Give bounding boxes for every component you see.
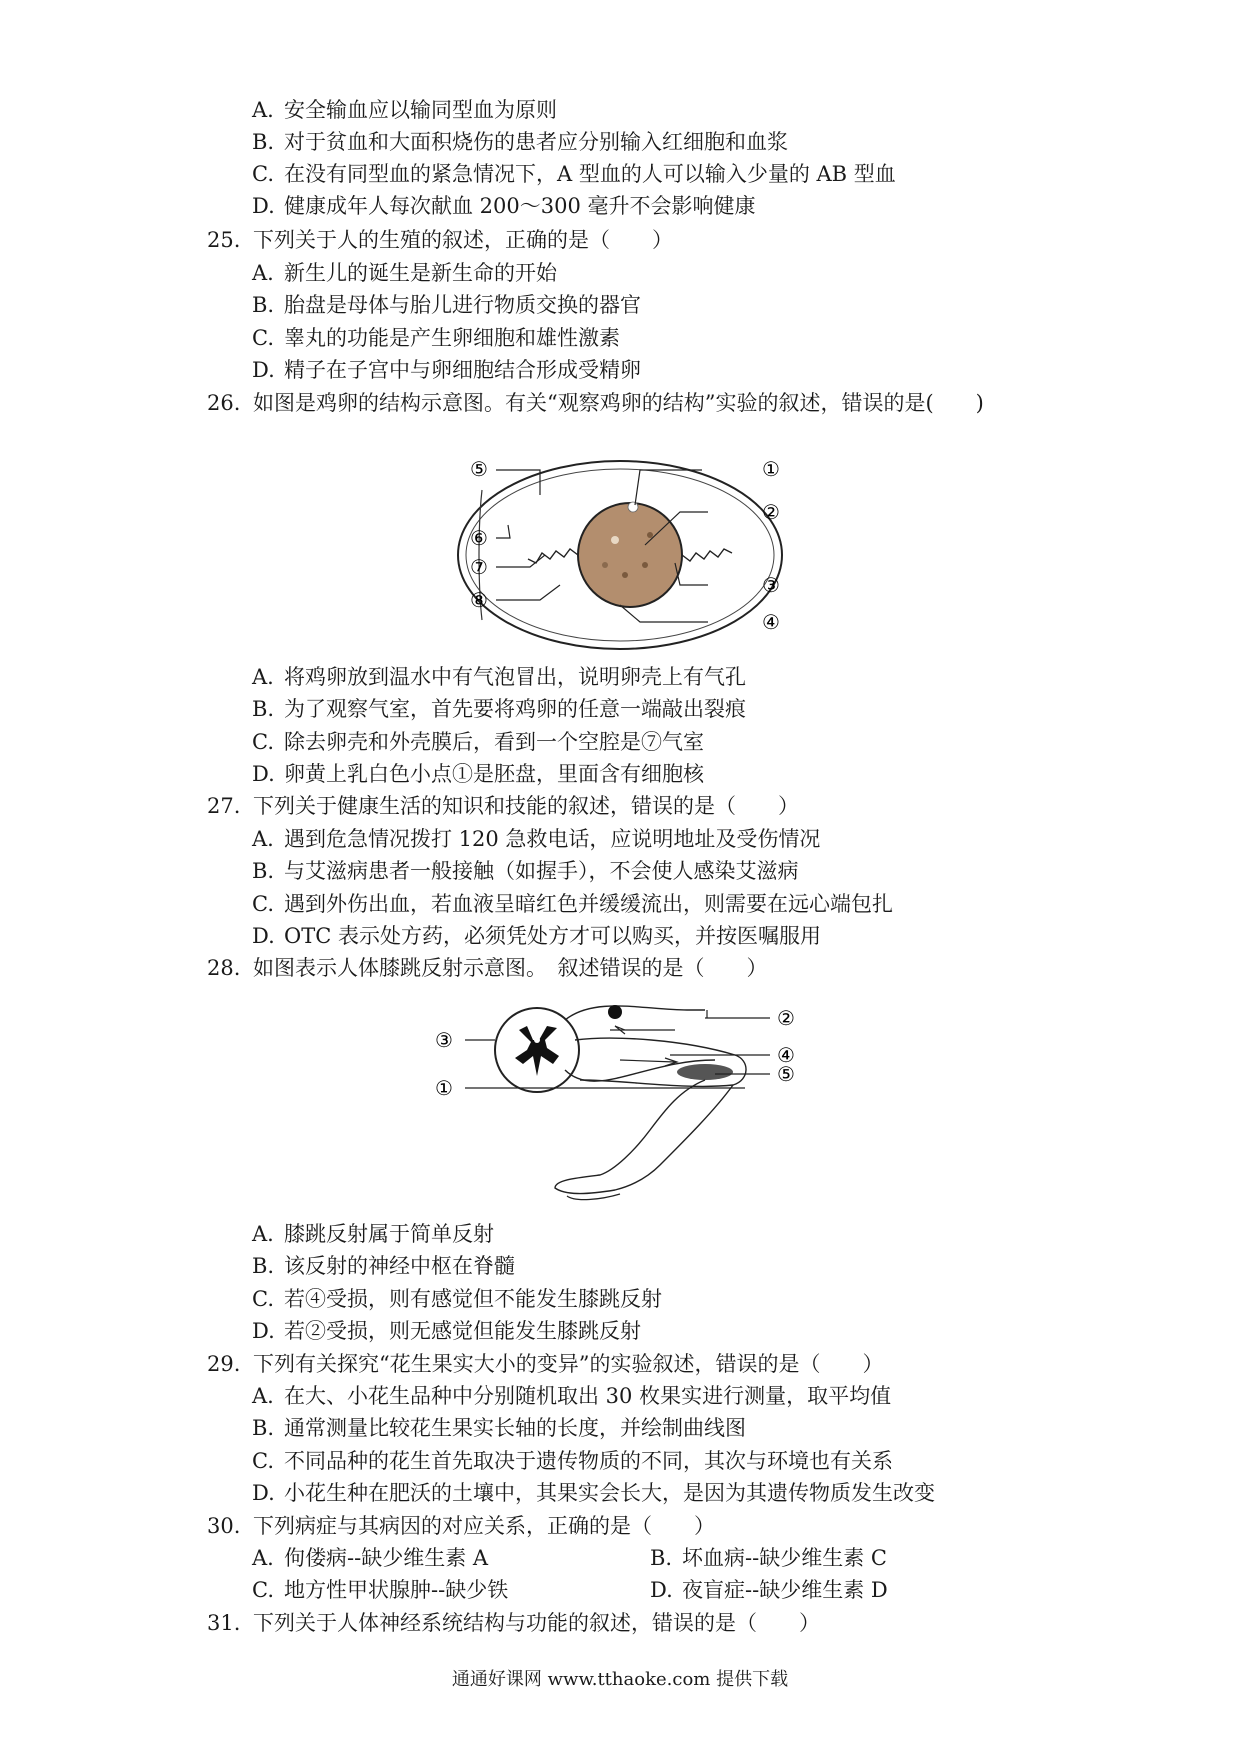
q29-option-a: A. 在大、小花生品种中分别随机取出 30 枚果实进行测量，取平均值 bbox=[252, 1384, 892, 1408]
egg-label-4: ④ bbox=[762, 610, 780, 634]
q25-stem: 25. 下列关于人的生殖的叙述，正确的是（ ） bbox=[207, 228, 673, 252]
upper-leg bbox=[575, 1038, 746, 1086]
egg-label-1: ① bbox=[762, 457, 780, 481]
q24-option-c: C. 在没有同型血的紧急情况下，A 型血的人可以输入少量的 AB 型血 bbox=[252, 162, 896, 186]
ganglion bbox=[608, 1005, 622, 1019]
egg-label-6: ⑥ bbox=[470, 526, 488, 550]
q30-option-a: A. 佝偻病--缺少维生素 A bbox=[252, 1546, 489, 1570]
q31-stem: 31. 下列关于人体神经系统结构与功能的叙述，错误的是（ ） bbox=[207, 1611, 820, 1635]
q25-option-d: D. 精子在子宫中与卵细胞结合形成受精卵 bbox=[252, 358, 641, 382]
q29-option-b: B. 通常测量比较花生果实长轴的长度，并绘制曲线图 bbox=[252, 1416, 746, 1440]
q29-option-c: C. 不同品种的花生首先取决于遗传物质的不同，其次与环境也有关系 bbox=[252, 1449, 893, 1473]
q25-option-b: B. 胎盘是母体与胎儿进行物质交换的器官 bbox=[252, 293, 641, 317]
q30-option-b: B. 坏血病--缺少维生素 C bbox=[650, 1546, 887, 1570]
q24-option-a: A. 安全输血应以输同型血为原则 bbox=[252, 98, 557, 122]
reflex-label-3: ③ bbox=[435, 1028, 453, 1052]
egg-structure-figure bbox=[440, 445, 810, 655]
q30-option-c: C. 地方性甲状腺肿--缺少铁 bbox=[252, 1578, 509, 1602]
reflex-label-5: ⑤ bbox=[777, 1062, 795, 1086]
q24-option-d: D. 健康成年人每次献血 200～300 毫升不会影响健康 bbox=[252, 194, 756, 218]
lower-leg bbox=[555, 1080, 733, 1194]
yolk bbox=[578, 503, 682, 607]
chalaza-right bbox=[682, 549, 732, 561]
q28-option-d: D. 若②受损，则无感觉但能发生膝跳反射 bbox=[252, 1319, 641, 1343]
egg-label-8: ⑧ bbox=[470, 588, 488, 612]
grey-matter bbox=[515, 1026, 559, 1076]
knee-jerk-reflex-figure bbox=[415, 1000, 835, 1210]
q26-option-c: C. 除去卵壳和外壳膜后，看到一个空腔是⑦气室 bbox=[252, 730, 704, 754]
q27-option-c: C. 遇到外伤出血，若血液呈暗红色并缓缓流出，则需要在远心端包扎 bbox=[252, 892, 893, 916]
reflex-label-4: ④ bbox=[777, 1043, 795, 1067]
egg-label-2: ② bbox=[762, 500, 780, 524]
q26-option-b: B. 为了观察气室，首先要将鸡卵的任意一端敲出裂痕 bbox=[252, 697, 746, 721]
q26-stem: 26. 如图是鸡卵的结构示意图。有关“观察鸡卵的结构”实验的叙述，错误的是( ) bbox=[207, 391, 984, 415]
egg-label-3: ③ bbox=[762, 573, 780, 597]
q26-option-a: A. 将鸡卵放到温水中有气泡冒出，说明卵壳上有气孔 bbox=[252, 665, 746, 689]
q29-stem: 29. 下列有关探究“花生果实大小的变异”的实验叙述，错误的是（ ） bbox=[207, 1352, 884, 1376]
q28-option-b: B. 该反射的神经中枢在脊髓 bbox=[252, 1254, 515, 1278]
q29-option-d: D. 小花生种在肥沃的土壤中，其果实会长大，是因为其遗传物质发生改变 bbox=[252, 1481, 935, 1505]
egg-label-7: ⑦ bbox=[470, 555, 488, 579]
q28-stem: 28. 如图表示人体膝跳反射示意图。 叙述错误的是（ ） bbox=[207, 956, 768, 980]
q24-option-b: B. 对于贫血和大面积烧伤的患者应分别输入红细胞和血浆 bbox=[252, 130, 788, 154]
q26-option-d: D. 卵黄上乳白色小点①是胚盘，里面含有细胞核 bbox=[252, 762, 704, 786]
reflex-label-1: ① bbox=[435, 1076, 453, 1100]
q30-stem: 30. 下列病症与其病因的对应关系，正确的是（ ） bbox=[207, 1514, 715, 1538]
reflex-label-2: ② bbox=[777, 1006, 795, 1030]
chalaza-left bbox=[528, 549, 578, 563]
q27-stem: 27. 下列关于健康生活的知识和技能的叙述，错误的是（ ） bbox=[207, 794, 799, 818]
q27-option-d: D. OTC 表示处方药，必须凭处方才可以购买，并按医嘱服用 bbox=[252, 924, 821, 948]
germinal-disc bbox=[628, 502, 638, 512]
q27-option-b: B. 与艾滋病患者一般接触（如握手），不会使人感染艾滋病 bbox=[252, 859, 799, 883]
q27-option-a: A. 遇到危急情况拨打 120 急救电话，应说明地址及受伤情况 bbox=[252, 827, 821, 851]
q25-option-c: C. 睾丸的功能是产生卵细胞和雄性激素 bbox=[252, 326, 620, 350]
quadriceps bbox=[677, 1064, 733, 1080]
q28-option-a: A. 膝跳反射属于简单反射 bbox=[252, 1222, 494, 1246]
q30-option-d: D. 夜盲症--缺少维生素 D bbox=[650, 1578, 888, 1602]
page-footer: 通通好课网 www.tthaoke.com 提供下载 bbox=[451, 1669, 789, 1690]
afferent-nerve bbox=[565, 1006, 705, 1020]
egg-label-5: ⑤ bbox=[470, 457, 488, 481]
q28-option-c: C. 若④受损，则有感觉但不能发生膝跳反射 bbox=[252, 1287, 662, 1311]
q25-option-a: A. 新生儿的诞生是新生命的开始 bbox=[252, 261, 557, 285]
